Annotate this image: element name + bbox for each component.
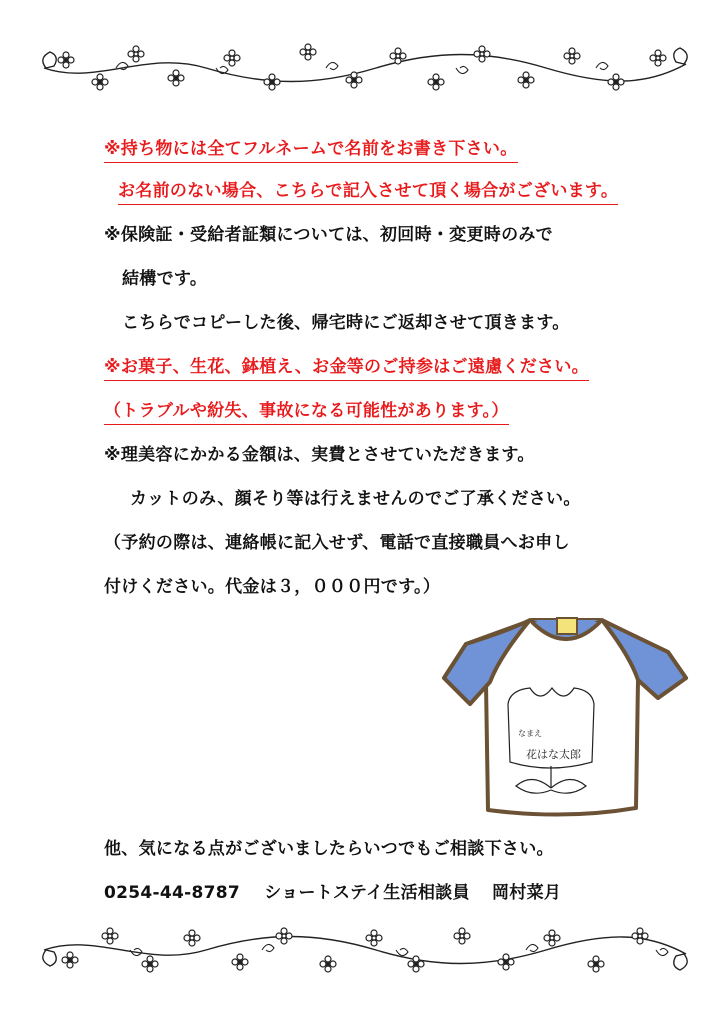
name-label: なまえ [518, 729, 542, 738]
name-value: 花はな太郎 [526, 748, 581, 761]
contact-line [104, 878, 561, 903]
flower-vine-border-top-icon [36, 38, 692, 98]
phone-number: 0254-44-8787 [104, 883, 240, 903]
notice-line-4: 結構です。 [122, 269, 208, 289]
staff-name: 岡村菜月 [492, 883, 562, 903]
t-shirt-illustration-icon [440, 612, 692, 824]
notice-line-1: ※持ち物には全てフルネームで名前をお書き下さい。 [104, 134, 518, 163]
consult-text: 他、気になる点がございましたらいつでもご相談下さい。 [104, 839, 554, 859]
notice-line-8: ※理美容にかかる金額は、実費とさせていただきます。 [104, 445, 535, 465]
notice-line-11: 付けください。代金は３，０００円です。） [104, 577, 441, 597]
notice-line-6: ※お菓子、生花、鉢植え、お金等のご持参はご遠慮ください。 [104, 352, 589, 381]
notice-line-7: （トラブルや紛失、事故になる可能性があります。） [104, 396, 509, 425]
flower-vine-border-bottom-icon [36, 920, 692, 980]
notice-line-9: カットのみ、顔そり等は行えませんのでご了承ください。 [130, 489, 581, 509]
notice-line-3: ※保険証・受給者証類については、初回時・変更時のみで [104, 225, 553, 245]
notice-line-10: （予約の際は、連絡帳に記入せず、電話で直接職員へお申し [104, 533, 570, 553]
staff-title: ショートステイ生活相談員 [264, 883, 470, 903]
notice-line-2: お名前のない場合、こちらで記入させて頂く場合がございます。 [118, 176, 618, 205]
notice-line-5: こちらでコピーした後、帰宅時にご返却させて頂きます。 [122, 313, 570, 333]
